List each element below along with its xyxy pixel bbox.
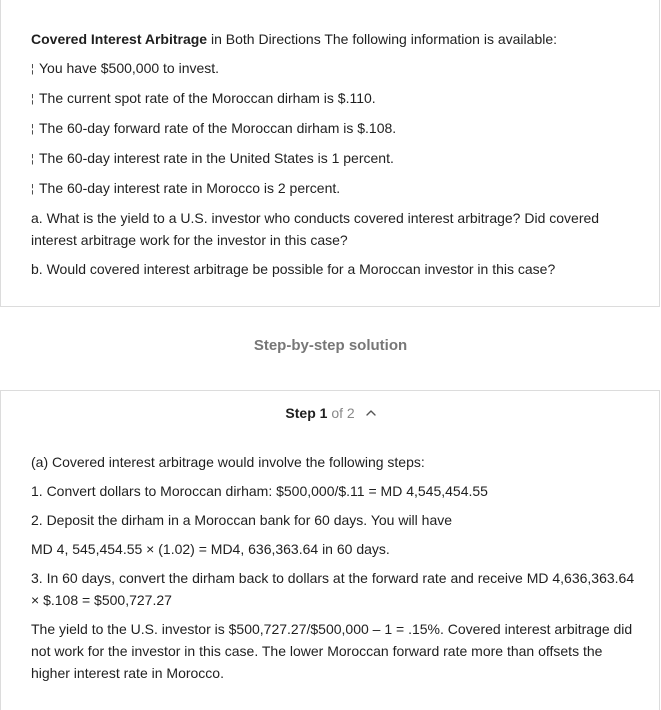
chevron-up-icon[interactable] [365,404,377,416]
solution-line: MD 4, 545,454.55 × (1.02) = MD4, 636,363.64 in 60 days. [31,541,390,557]
question-bullet [31,147,631,170]
section-title: Step-by-step solution [253,337,408,354]
solution-card [0,390,660,710]
solution-content [31,451,641,691]
step-word: Step [285,405,316,421]
question-part-a: a. What is the yield to a U.S. investor who conducts covered interest arbitrage? Did covered interest arbitrage work for the investor in this case? [31,210,600,248]
question-bullet [31,117,631,140]
bullet-marker-icon: ¦ [31,63,34,75]
bullet-marker-icon: ¦ [31,93,34,105]
question-bullet [31,177,631,200]
question-card [0,0,660,307]
bullet-marker-icon: ¦ [31,123,34,135]
question-intro: in Both Directions The following information is available: [207,31,558,47]
question-heading [31,28,631,50]
step-label [285,405,327,421]
step-total: of 2 [327,405,355,421]
bullet-text: The current spot rate of the Moroccan dirham is $.110. [39,90,376,106]
solution-line: (a) Covered interest arbitrage would involve the following steps: [31,454,425,470]
solution-line: 2. Deposit the dirham in a Moroccan bank for 60 days. You will have [31,512,453,528]
step-number: 1 [319,405,328,421]
bullet-text: You have $500,000 to invest. [39,60,220,76]
question-content [31,28,631,287]
bullet-text: The 60-day interest rate in Morocco is 2 percent. [39,180,341,196]
bullet-marker-icon: ¦ [31,183,34,195]
question-part-b: b. Would covered interest arbitrage be possible for a Moroccan investor in this case? [31,261,556,277]
bullet-marker-icon: ¦ [31,153,34,165]
bullet-text: The 60-day interest rate in the United States is 1 percent. [39,150,394,166]
step-header[interactable] [1,403,661,423]
solution-line: 3. In 60 days, convert the dirham back to dollars at the forward rate and receive MD 4,636,363.64 × $.108 = $500,727.27 [31,570,635,608]
question-bullet [31,87,631,110]
question-bullet [31,57,631,80]
bullet-text: The 60-day forward rate of the Moroccan dirham is $.108. [39,120,397,136]
solution-line: 1. Convert dollars to Moroccan dirham: $500,000/$.11 = MD 4,545,454.55 [31,483,488,499]
solution-line: The yield to the U.S. investor is $500,727.27/$500,000 – 1 = .15%. Covered interest arbitrage did not work for the investor in this case. The lower Moroccan forward rate more than offsets the higher interest rate in Morocco. [31,621,633,681]
question-title: Covered Interest Arbitrage [31,31,208,47]
